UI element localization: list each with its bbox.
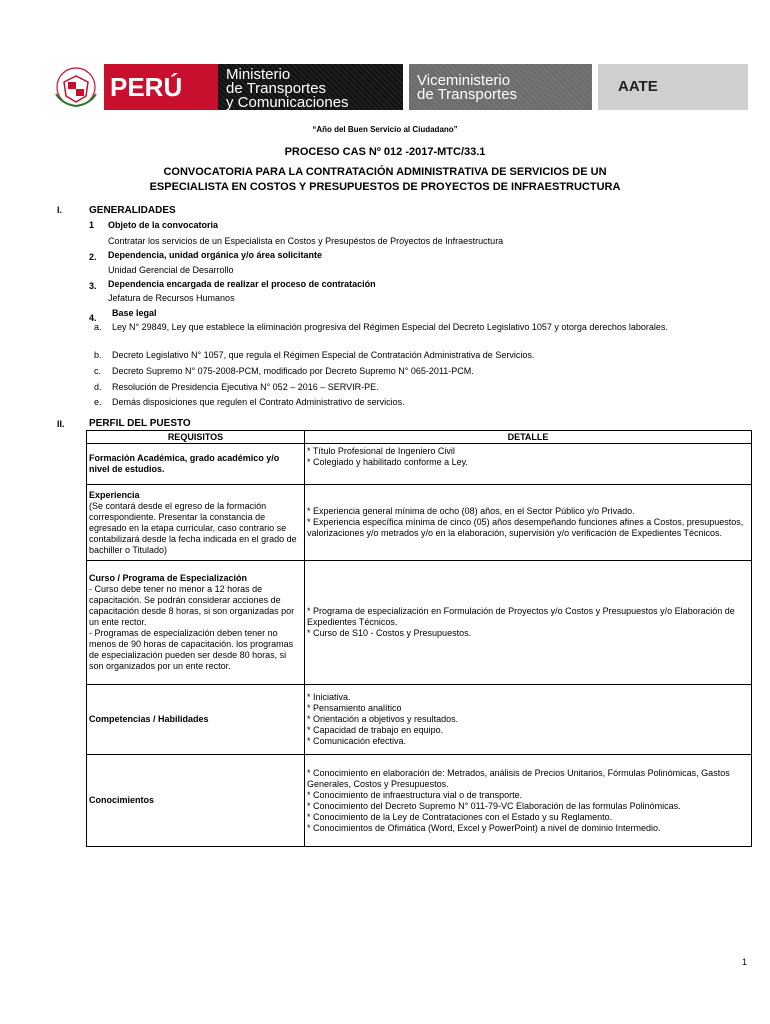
legal-c-text: Decreto Supremo N° 075-2008-PCM, modificado por Decreto Supremo N° 065-2011-PCM. [112,366,474,376]
peru-seal-logo [48,64,104,110]
table-row [87,561,752,685]
legal-a-text: Ley N° 29849, Ley que establece la eliminación progresiva del Régimen Especial del Decreto Legislativo 1057 y otorga derechos laborales. [112,322,668,332]
detail-text: * Experiencia general mínima de ocho (08) años, en el Sector Público y/o Privado. * Experiencia específica mínima de cinco (05) años desempeñando funciones afines a Costos, presupuestos, valorizaciones y/o metrados y/o en la elaboración, supervisión y/o verificación de Expedientes Técnicos. [307,506,744,538]
item-3-title: Dependencia encargada de realizar el proceso de contratación [108,279,376,289]
detail-text: * Iniciativa. * Pensamiento analítico * Orientación a objetivos y resultados. * Capacidad de trabajo en equipo. * Comunicación efectiva. [307,692,459,746]
table-row [87,485,752,561]
section-1-number: I. [57,205,63,215]
ministry-brand [218,64,403,110]
req-cell [87,485,305,561]
req-cell [87,561,305,685]
convocation-title-line-1: CONVOCATORIA PARA LA CONTRATACIÓN ADMINISTRATIVA DE SERVICIOS DE UN [163,166,607,178]
item-2-title: Dependencia, unidad orgánica y/o área solicitante [108,250,323,260]
table-row [87,444,752,485]
col-header-detalle: DETALLE [305,431,752,444]
section-2-title: PERFIL DEL PUESTO [89,418,191,429]
req-cell [87,444,305,485]
detail-text: * Programa de especialización en Formulación de Proyectos y/o Costos y Presupuestos y/o Elaboración de Expedientes Técnicos. * Curso de S10 - Costos y Presupuestos. [307,606,735,638]
req-text: - Curso debe tener no menor a 12 horas de capacitación. Se podrán considerar acciones de capacitación desde 8 horas, si son organizadas por un ente rector. - Programas de especialización deben tener no menos de 90 horas de capacitación. los programas de especialización pueden ser desde 80 horas, si son organizados por un ente rector. [89,584,295,671]
legal-c-letter: c. [94,366,102,376]
req-text: (Se contará desde el egreso de la formación correspondiente. Presentar la constancia de egresado en la etapa curricular, caso contrario se contabilizará desde la fecha indicada en el grado de bachiller o Titulado) [89,500,297,555]
convocation-title-line-2: ESPECIALISTA EN COSTOS Y PRESUPUESTOS DE PROYECTOS DE INFRAESTRUCTURA [149,181,621,193]
req-cell [87,755,305,847]
detail-cell [305,685,752,755]
table-header-row [87,431,752,444]
legal-e-letter: e. [94,397,102,407]
table-row [87,685,752,755]
item-1-text: Contratar los servicios de un Especialista en Costos y Presupéstos de Proyectos de Infraestructura [108,236,504,246]
viceministry-brand [409,64,592,110]
process-title: PROCESO CAS Nº 012 -2017-MTC/33.1 [284,146,486,158]
section-2-number: II. [57,419,65,429]
ministry-line-1: Ministerio [226,66,291,83]
detail-cell [305,444,752,485]
page-number: 1 [742,957,748,967]
col-header-requisitos: REQUISITOS [87,431,305,444]
legal-d-letter: d. [94,382,102,392]
item-4-number: 4. [89,313,97,323]
aate-brand: AATE [598,64,748,110]
req-cell [87,685,305,755]
item-3-text: Jefatura de Recursos Humanos [108,293,235,303]
req-title: Experiencia [89,489,140,500]
peru-brand: PERÚ [104,64,218,110]
vice-line-2: de Transportes [417,86,518,103]
item-1-number: 1 [89,220,95,230]
item-4-title: Base legal [112,308,157,318]
header-banner [48,64,748,110]
item-2-text: Unidad Gerencial de Desarrollo [108,265,234,275]
detail-cell [305,755,752,847]
req-title: Conocimientos [89,795,155,805]
legal-a-letter: a. [94,322,102,332]
detail-cell [305,561,752,685]
legal-b-text: Decreto Legislativo N° 1057, que regula el Régimen Especial de Contratación Administrativa de Servicios. [112,350,535,360]
ministry-line-2: de Transportes [226,80,327,97]
motto: “Año del Buen Servicio al Ciudadano” [312,125,458,134]
section-1-title: GENERALIDADES [89,205,176,216]
legal-d-text: Resolución de Presidencia Ejecutiva N° 052 – 2016 – SERVIR-PE. [112,382,379,392]
detail-cell [305,485,752,561]
ministry-line-3: y Comunicaciones [226,94,349,111]
item-1-title: Objeto de la convocatoria [108,220,219,230]
detail-text: * Título Profesional de Ingeniero Civil * Colegiado y habilitado conforme a Ley. [307,446,468,467]
profile-table [86,430,752,847]
table-row [87,755,752,847]
req-title: Formación Académica, grado académico y/o nivel de estudios. [89,453,280,474]
item-2-number: 2. [89,252,97,262]
detail-text: * Conocimiento en elaboración de: Metrados, análisis de Precios Unitarios, Fórmulas Polinómicas, Gastos Generales, Costos y Presupuestos. * Conocimiento de infraestructura vial o de transporte. * Conocimiento del Decreto Supremo N° 011-79-VC Elaboración de las formulas Polinómicas. * Conocimiento de la Ley de Contrataciones con el Estado y su Reglamento. * Conocimientos de Ofimática (Word, Excel y PowerPoint) a nivel de dominio Intermedio. [307,767,730,833]
req-title: Competencias / Habilidades [89,714,209,724]
req-title: Curso / Programa de Especialización [89,573,248,583]
vice-line-1: Viceministerio [417,72,511,89]
item-3-number: 3. [89,281,97,291]
legal-e-text: Demás disposiciones que regulen el Contrato Administrativo de servicios. [112,397,405,407]
legal-b-letter: b. [94,350,102,360]
